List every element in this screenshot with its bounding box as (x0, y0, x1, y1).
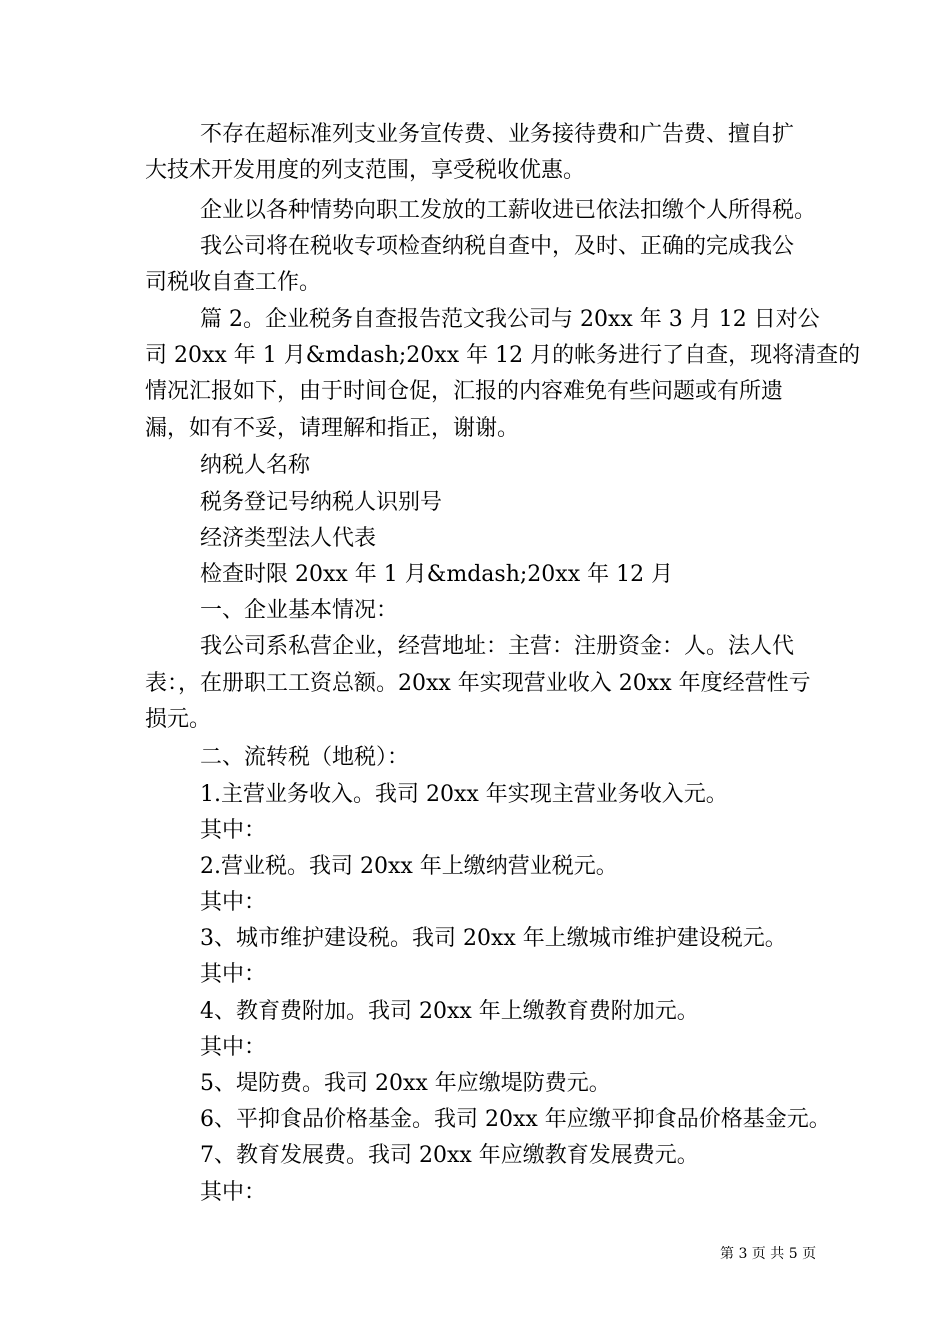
page-number: 第 3 页 共 5 页 (720, 1246, 817, 1262)
paragraph-line: 情况汇报如下，由于时间仓促，汇报的内容难免有些问题或有所遗 (145, 379, 784, 404)
paragraph-line: 3、城市维护建设税。我司 20xx 年上缴城市维护建设税元。 (200, 926, 787, 951)
paragraph-line: 其中： (200, 1035, 267, 1060)
paragraph-line: 损元。 (145, 707, 212, 732)
paragraph-line: 4、教育费附加。我司 20xx 年上缴教育费附加元。 (200, 999, 699, 1024)
paragraph-line: 其中： (200, 962, 267, 987)
paragraph-line: 税务登记号纳税人识别号 (200, 490, 443, 515)
paragraph-line: 表：，在册职工工资总额。20xx 年实现营业收入 20xx 年度经营性亏 (145, 671, 811, 696)
paragraph-line: 其中： (200, 890, 267, 915)
paragraph-line: 司 20xx 年 1 月&mdash;20xx 年 12 月的帐务进行了自查，现将清查的 (145, 343, 861, 368)
paragraph-line: 6、平抑食品价格基金。我司 20xx 年应缴平抑食品价格基金元。 (200, 1107, 831, 1132)
paragraph-line: 企业以各种情势向职工发放的工薪收进已依法扣缴个人所得税。 (200, 198, 817, 223)
paragraph-line: 1.主营业务收入。我司 20xx 年实现主营业务收入元。 (200, 782, 728, 807)
paragraph-line: 检查时限 20xx 年 1 月&mdash;20xx 年 12 月 (200, 562, 674, 587)
paragraph-line: 经济类型法人代表 (200, 526, 377, 551)
paragraph-line: 漏，如有不妥，请理解和指正，谢谢。 (145, 416, 520, 441)
section-heading: 二、流转税（地税）： (200, 745, 410, 770)
paragraph-line: 2.营业税。我司 20xx 年上缴纳营业税元。 (200, 854, 618, 879)
paragraph-line: 不存在超标准列支业务宣传费、业务接待费和广告费、擅自扩 (200, 122, 795, 147)
paragraph-line: 我公司系私营企业，经营地址：主营：注册资金：人。法人代 (200, 634, 795, 659)
paragraph-line: 我公司将在税收专项检查纳税自查中，及时、正确的完成我公 (200, 234, 795, 259)
paragraph-line: 其中： (200, 818, 267, 843)
paragraph-line: 纳税人名称 (200, 453, 311, 478)
paragraph-line: 篇 2。企业税务自查报告范文我公司与 20xx 年 3 月 12 日对公 (200, 307, 820, 332)
paragraph-line: 5、堤防费。我司 20xx 年应缴堤防费元。 (200, 1071, 611, 1096)
paragraph-line: 其中： (200, 1180, 267, 1205)
paragraph-line: 大技术开发用度的列支范围，享受税收优惠。 (145, 158, 586, 183)
paragraph-line: 7、教育发展费。我司 20xx 年应缴教育发展费元。 (200, 1143, 699, 1168)
section-heading: 一、企业基本情况： (200, 598, 399, 623)
paragraph-line: 司税收自查工作。 (145, 270, 322, 295)
